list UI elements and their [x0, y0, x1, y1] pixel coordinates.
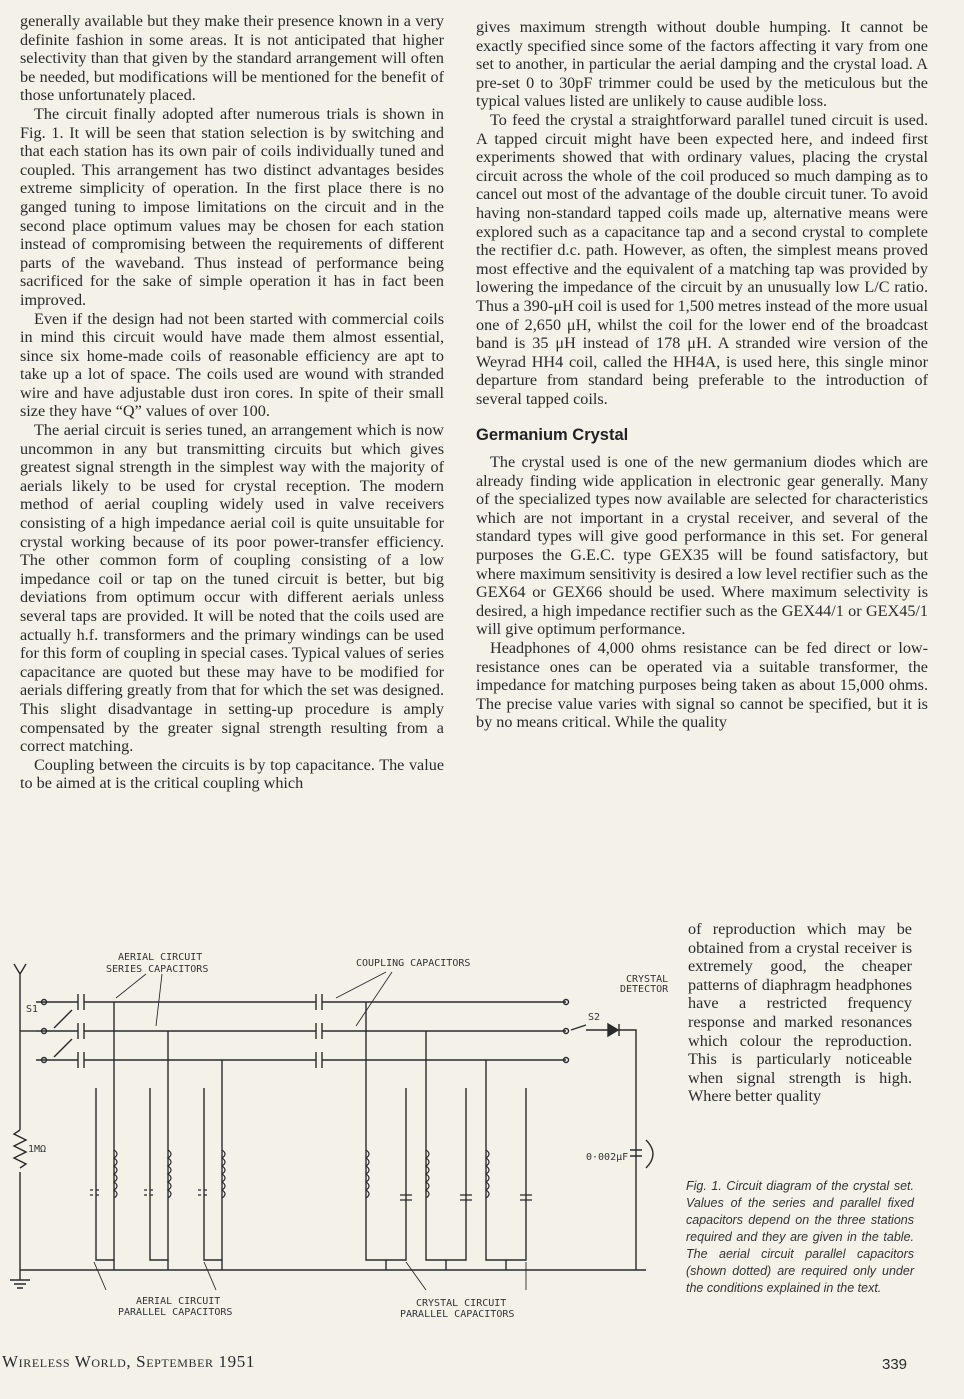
label-crystal-detector-2: DETECTOR [620, 984, 669, 995]
left-text-column [20, 12, 444, 793]
resistor-1m [14, 1130, 26, 1168]
earth-symbol [10, 1270, 30, 1288]
coil [168, 1150, 171, 1198]
label-aerial-parallel: AERIAL CIRCUIT [136, 1296, 221, 1307]
label-coupling: COUPLING CAPACITORS [356, 958, 471, 969]
circuit-diagram [6, 950, 686, 1330]
paragraph: Headphones of 4,000 ohms resistance can be fed direct or low-resistance ones can be operated via a suitable transformer, the impedance for matching purposes being taken as about 15,000 ohms. The precise value varies with signal so cannot be specified, but it is by no means critical. While the quality [476, 639, 928, 732]
page-number: 339 [882, 1356, 908, 1373]
coil [222, 1150, 225, 1198]
coil [114, 1150, 117, 1198]
paragraph: Coupling between the circuits is by top capacitance. The value to be aimed at is the critical coupling which [20, 755, 444, 793]
coil [426, 1150, 429, 1198]
paragraph: Even if the design had not been started with commercial coils in mind this circuit would have made them almost essential, since six home-made coils of reasonable efficiency are apt to take up a lot of space. The coils used are wound with stranded wire and have adjustable dust iron cores. In spite of their small size they have “Q” values of over 100. [20, 309, 444, 421]
aerial-symbol [14, 964, 26, 1000]
label-crystal-parallel-2: PARALLEL CAPACITORS [400, 1309, 515, 1320]
journal-footer: Wireless World, September 1951 [2, 1352, 255, 1371]
coil [486, 1150, 489, 1198]
label-crystal-detector: CRYSTAL [626, 974, 669, 985]
paragraph: To feed the crystal a straightforward parallel tuned circuit is used. A tapped circuit might have been expected here, and indeed first experiments showed that with ordinary values, placing the crystal circuit across the whole of the coil produced so much damping as to cancel out most of the advantage of the double circuit tuner. To avoid having non-standard tapped coils made up, alternative means were explored such as a capacitance tap and a second crystal to complete the rectifier d.c. path. However, as often, the simplest means proved most effective and the equivalent of a matching tap was provided by lowering the impedance of the circuit by an unusually low L/C ratio. Thus a 390-μH coil is used for 1,500 metres instead of the more usual one of 2,650 μH, whilst the coil for the lower end of the broadcast band is 35 μH instead of 178 μH. A stranded wire version of the Weyrad HH4 coil, called the HH4A, is used here, this single minor departure from standard being preferable to the introduction of several tapped coils. [476, 110, 928, 408]
paragraph: The aerial circuit is series tuned, an arrangement which is now uncommon in any but transmitting circuits but which gives greatest signal strength in the simplest way with the majority of aerials likely to be used for crystal reception. The modern method of aerial coupling widely used in valve receivers consisting of a high impedance aerial coil is quite unsuitable for crystal working because of its poor power-transfer efficiency. The other common form of coupling consisting of a low impedance coil or tap on the tuned circuit is better, but big deviations from optimum occur with different aerials unless several taps are provided. It will be noted that the coils used are actually h.f. transformers and the primary windings can be used for this form of coupling in special cases. Typical values of series capacitance are quoted but these may have to be modified for aerials differing greatly from that for which the set was designed. This slight disadvantage in setting-up procedure is amply compensated by the greater signal strength resulting from a correct matching. [20, 421, 444, 756]
label-aerial-parallel-2: PARALLEL CAPACITORS [118, 1307, 233, 1318]
right-text-column [476, 18, 928, 732]
label-aerial-series-2: SERIES CAPACITORS [106, 964, 209, 975]
label-switch-s1: S1 [26, 1004, 39, 1015]
paragraph: The crystal used is one of the new germanium diodes which are already finding wide application in electronic gear generally. Many of the specialized types now available are selected for characteristics which are not important in a crystal receiver, and several of the standard types will give good performance in this set. For general purposes the G.E.C. type GEX35 will be found satisfactory, but where maximum sensitivity is desired a low level rectifier such as the GEX64 or GEX66 should be used. Where maximum selectivity is desired, a high impedance rectifier such as the GEX44/1 or GEX45/1 will give optimum performance. [476, 453, 928, 639]
section-heading: Germanium Crystal [476, 426, 629, 445]
figure-caption: Fig. 1. Circuit diagram of the crystal set. Values of the series and parallel fixed capacitors depend on the three stations required and they are given in the table. The aerial circuit parallel capacitors (shown dotted) are required only under the conditions explained in the text. [686, 1179, 914, 1295]
label-resistor: 1MΩ [28, 1144, 47, 1155]
label-phones-capacitor: 0·002μF [586, 1152, 629, 1163]
label-aerial-series: AERIAL CIRCUIT [118, 952, 203, 963]
paragraph: generally available but they make their presence known in a very definite fashion in some areas. It is not anticipated that higher selectivity than that given by the standard arrangement will often be needed, but modifications will be mentioned for the benefit of those unfortunately placed. [20, 12, 444, 105]
paragraph: The circuit finally adopted after numerous trials is shown in Fig. 1. It will be seen that station selection is by switching and that each station has its own pair of coils individually tuned and coupled. This arrangement has two distinct advantages besides extreme simplicity of operation. In the first place there is no ganged tuning to impose limitations on the circuit and in the second place optimum values may be chosen for each station instead of compromising between the requirements of different parts of the waveband. Thus instead of performance being sacrificed for the sake of simple operation it has in fact been improved. [20, 104, 444, 309]
label-switch-s2: S2 [588, 1012, 601, 1023]
wrapped-paragraph-continuation: of reproduction which may be obtained from a crystal receiver is extremely good, the cheaper patterns of diaphragm headphones have a restricted frequency response and marked resonances which colour the reproduction. This is particularly noticeable when signal strength is high. Where better quality [688, 920, 912, 1106]
coil [366, 1150, 369, 1198]
label-crystal-parallel: CRYSTAL CIRCUIT [416, 1298, 507, 1309]
paragraph: gives maximum strength without double humping. It cannot be exactly specified since some of the factors affecting it vary from one set to another, in particular the aerial damping and the crystal load. A pre-set 0 to 30pF trimmer could be used by the meticulous but the typical values listed are unlikely to cause audible loss. [476, 18, 928, 111]
